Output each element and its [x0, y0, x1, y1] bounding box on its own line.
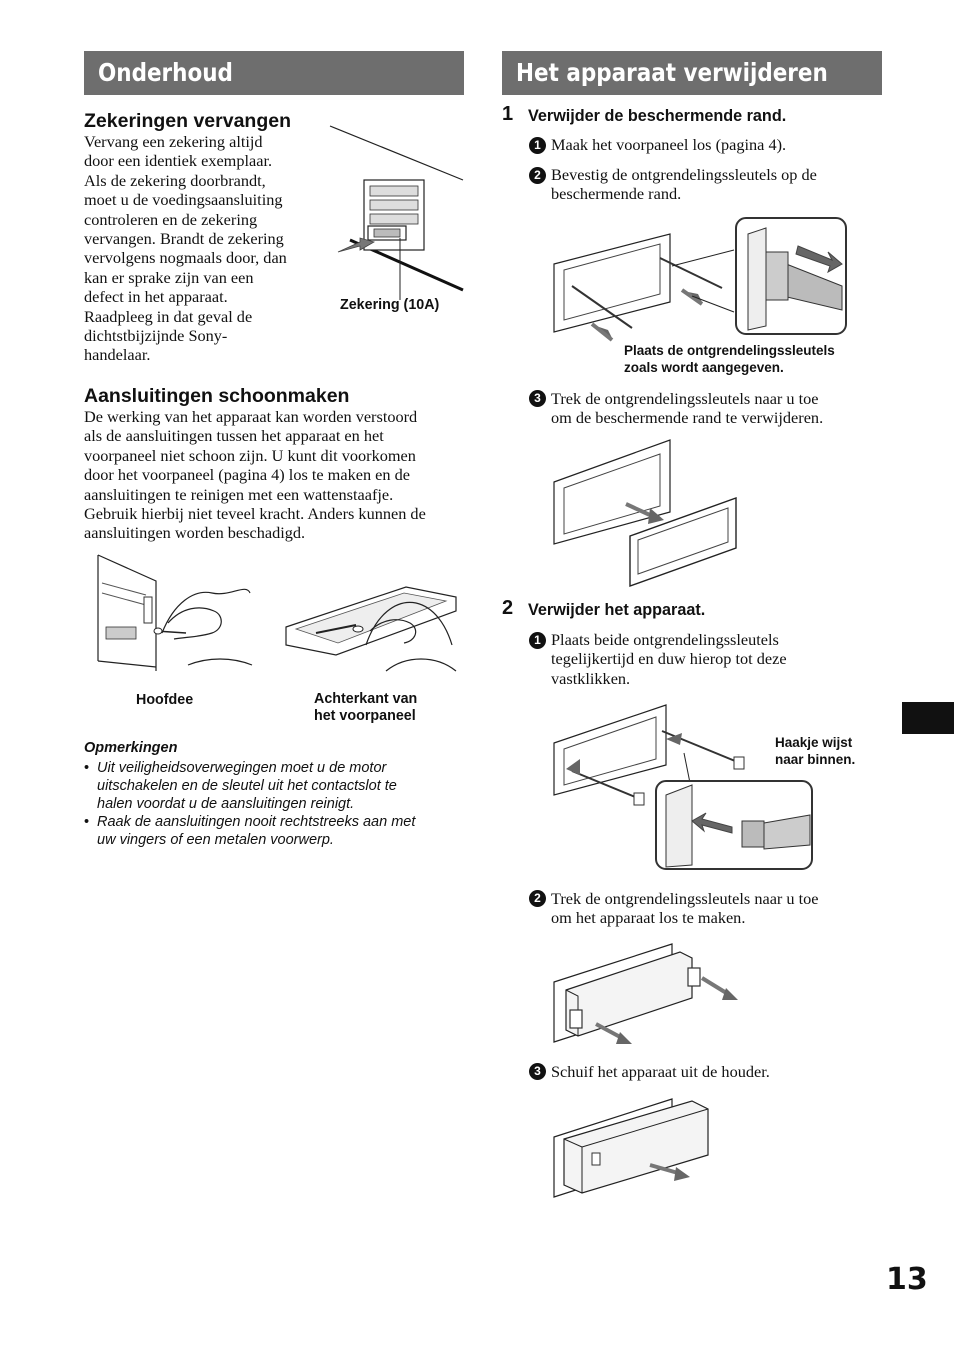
attach-keys-illustration	[552, 216, 852, 351]
note-line: halen voordat u de aansluitingen reinigt.	[97, 796, 355, 812]
fig-label-line: Achterkant van	[314, 691, 418, 707]
text-line: beschermende rand.	[551, 184, 682, 204]
fig-label-line: het voorpaneel	[314, 708, 416, 724]
text-line: aansluitingen te reinigen met een wattenstaafje.	[84, 484, 394, 504]
text-line: Bevestig de ontgrendelingssleutels op de	[551, 165, 817, 184]
insert-keys-label	[775, 735, 855, 768]
text-line: Trek de ontgrendelingssleutels naar u toe	[551, 889, 819, 908]
text-line: dichtstbijzijnde Sony-	[84, 326, 228, 346]
fuse-figure-label: Zekering (10A)	[340, 297, 440, 313]
fuse-illustration	[330, 120, 465, 295]
clean-main-unit-illustration	[96, 553, 256, 673]
page-number: 13	[886, 1262, 928, 1297]
text-line: handelaar.	[84, 345, 151, 365]
text-line: moet u de voedingsaansluiting	[84, 190, 283, 210]
section-title: Het apparaat verwijderen	[516, 58, 828, 87]
fig-label-main-unit: Hoofdee	[136, 692, 194, 708]
note-line: Raak de aansluitingen nooit rechtstreeks aan met	[97, 814, 416, 830]
text-line: Gebruik hierbij niet teveel kracht. Anders kunnen de	[84, 504, 426, 524]
step-heading: Verwijder het apparaat.	[528, 601, 706, 619]
step-heading: Verwijder de beschermende rand.	[528, 107, 787, 125]
text-line: Als de zekering doorbrandt,	[84, 170, 266, 190]
substep-number: 3	[529, 1063, 546, 1080]
text-line: Raadpleeg in dat geval de	[84, 306, 253, 326]
text-line: Maak het voorpaneel los (pagina 4).	[551, 135, 787, 154]
section-banner-remove	[502, 51, 882, 95]
substep-text	[551, 135, 881, 154]
bullet: •	[84, 814, 90, 830]
text-line: om de beschermende rand te verwijderen.	[551, 408, 824, 428]
text-line: controleren en de zekering	[84, 209, 258, 229]
pull-unit-illustration	[552, 942, 742, 1050]
substep-number: 1	[529, 632, 546, 649]
label-line: naar binnen.	[775, 751, 856, 767]
text-line: door een identiek exemplaar.	[84, 151, 273, 171]
text-line: De werking van het apparaat kan worden verstoord	[84, 407, 418, 426]
text-line: vervolgens nogmaals door, dan	[84, 248, 287, 268]
text-line: tegelijkertijd en duw hierop tot deze	[551, 649, 787, 669]
notes-title: Opmerkingen	[84, 740, 178, 756]
section-title: Onderhoud	[98, 58, 233, 87]
attach-keys-label	[624, 343, 835, 376]
clean-paragraph	[84, 407, 474, 543]
insert-keys-illustration	[552, 703, 817, 873]
note-line: Uit veiligheidsoverwegingen moet u de motor	[97, 760, 387, 776]
substep-number: 2	[529, 167, 546, 184]
substep-text	[551, 165, 881, 204]
note-line: uw vingers of een metalen voorwerp.	[97, 832, 334, 848]
clean-front-panel-illustration	[286, 585, 461, 675]
note-item	[84, 813, 464, 849]
clean-heading: Aansluitingen schoonmaken	[84, 385, 350, 407]
text-line: aansluitingen worden beschadigd.	[84, 523, 306, 543]
slide-unit-illustration	[552, 1097, 712, 1199]
note-line: uitschakelen en de sleutel uit het contactslot te	[97, 778, 397, 794]
substep-text	[551, 630, 881, 688]
text-line: vervangen. Brandt de zekering	[84, 229, 284, 249]
text-line: Vervang een zekering altijd	[84, 132, 263, 151]
section-tab-marker	[902, 702, 954, 734]
section-banner-onderhoud	[84, 51, 464, 95]
substep-text	[551, 889, 881, 928]
label-line: Haakje wijst	[775, 735, 853, 750]
substep-number: 1	[529, 137, 546, 154]
substep-text	[551, 389, 881, 428]
text-line: voorpaneel niet schoon zijn. U kunt dit voorkomen	[84, 445, 416, 465]
fuse-heading: Zekeringen vervangen	[84, 110, 291, 132]
substep-text	[551, 1062, 881, 1081]
text-line: Trek de ontgrendelingssleutels naar u toe	[551, 389, 819, 408]
step-number: 1	[502, 103, 514, 125]
text-line: Schuif het apparaat uit de houder.	[551, 1062, 770, 1081]
text-line: om het apparaat los te maken.	[551, 908, 746, 928]
note-item	[84, 759, 464, 813]
text-line: defect in het apparaat.	[84, 287, 228, 307]
label-line: zoals wordt aangegeven.	[624, 359, 784, 375]
bullet: •	[84, 760, 90, 776]
text-line: door het voorpaneel (pagina 4) los te maken en de	[84, 465, 410, 485]
fuse-paragraph	[84, 132, 324, 365]
fig-label-front-panel	[314, 691, 417, 725]
text-line: vastklikken.	[551, 668, 631, 688]
remove-frame-illustration	[552, 436, 742, 588]
notes-list	[84, 759, 464, 849]
label-line: Plaats de ontgrendelingssleutels	[624, 343, 835, 358]
step-number: 2	[502, 597, 514, 619]
text-line: als de aansluitingen tussen het apparaat en het	[84, 426, 384, 446]
text-line: kan er sprake zijn van een	[84, 267, 254, 287]
substep-number: 2	[529, 890, 546, 907]
substep-number: 3	[529, 390, 546, 407]
text-line: Plaats beide ontgrendelingssleutels	[551, 630, 779, 649]
